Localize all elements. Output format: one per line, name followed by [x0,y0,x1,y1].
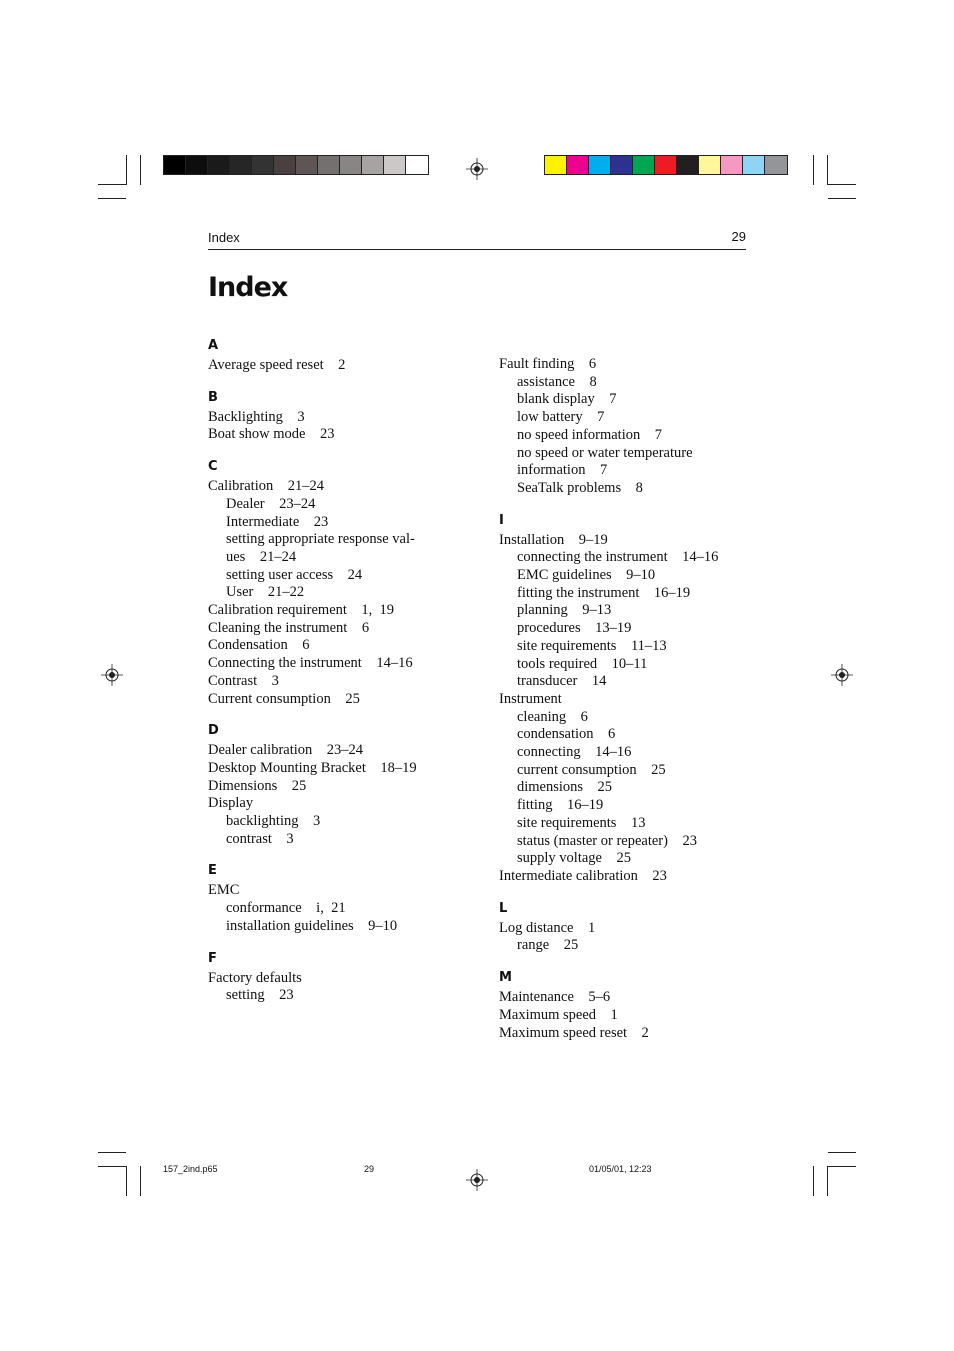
header-rule [208,249,746,250]
index-entry: Maximum speed reset 2 [499,1024,649,1041]
index-entry: Average speed reset 2 [208,357,346,373]
index-subentry: procedures 13–19 [517,620,632,637]
index-subentry: installation guidelines 9–10 [226,917,398,934]
grayscale-calibration-bar [163,155,429,175]
color-swatch [252,156,274,174]
registration-mark-icon [101,664,123,686]
index-subentry: site requirements 13 [517,814,646,831]
index-subentry: status (master or repeater) 23 [517,832,697,849]
index-entry: EMC [208,882,240,899]
color-swatch [743,156,765,174]
index-entry: Current consumption 25 [208,690,360,707]
index-subentry: range 25 [517,937,579,954]
index-entry: Dimensions 25 [208,777,307,794]
index-entry: Log distance 1 [499,919,596,936]
index-subentry: condensation 6 [517,726,616,743]
color-swatch [362,156,384,174]
color-swatch [164,156,186,174]
index-subentry: low battery 7 [517,409,605,426]
index-subentry: blank display 7 [517,391,617,408]
color-swatch [655,156,677,174]
index-subentry: planning 9–13 [517,602,612,619]
index-subentry: setting 23 [226,987,294,1004]
color-swatch [406,156,428,174]
section-gap [499,955,759,967]
footer-filename: 157_2ind.p65 [163,1164,218,1174]
index-letter-heading: L [499,900,508,916]
color-calibration-bar [544,155,788,175]
color-swatch [230,156,252,174]
color-swatch [721,156,743,174]
color-swatch [208,156,230,174]
index-subentry: backlighting 3 [226,813,321,830]
index-subentry: setting user access 24 [226,566,363,583]
index-entry: Boat show mode 23 [208,426,335,443]
index-entry: Desktop Mounting Bracket 18–19 [208,759,417,776]
index-entry: Maintenance 5–6 [499,989,611,1006]
footer-page: 29 [364,1164,375,1174]
index-subentry: Intermediate 23 [226,513,329,530]
index-entry: Display [208,795,254,812]
index-subentry: information 7 [517,462,608,479]
color-swatch [274,156,296,174]
color-swatch [765,156,787,174]
index-entry: Maximum speed 1 [499,1006,618,1023]
index-entry: Cleaning the instrument 6 [208,619,370,636]
section-gap [208,444,468,456]
index-letter-heading: F [208,950,217,966]
section-gap [208,936,468,948]
index-entry: Calibration 21–24 [208,478,324,495]
index-entry: Backlighting 3 [208,408,305,425]
color-swatch [186,156,208,174]
color-swatch [699,156,721,174]
color-swatch [296,156,318,174]
index-letter-heading: I [499,512,504,528]
running-header-page-number: 29 [731,229,746,244]
index-entry: Condensation 6 [208,637,310,654]
color-swatch [677,156,699,174]
page-title: Index [208,272,288,303]
index-subentry: tools required 10–11 [517,655,648,672]
index-letter-heading: B [208,389,218,405]
index-entry: Connecting the instrument 14–16 [208,655,413,672]
index-entry: Fault finding 6 [499,356,597,372]
color-swatch [589,156,611,174]
color-swatch [545,156,567,174]
color-swatch [611,156,633,174]
registration-mark-icon [466,1169,488,1191]
index-entry: Installation 9–19 [499,531,608,548]
color-swatch [567,156,589,174]
section-gap [499,886,759,898]
index-entry: Contrast 3 [208,672,279,689]
index-subentry: cleaning 6 [517,708,588,725]
section-gap [208,375,468,387]
index-subentry: no speed information 7 [517,426,662,443]
index-letter-heading: M [499,970,512,986]
index-subentry: connecting 14–16 [517,744,632,761]
index-subentry: supply voltage 25 [517,850,631,867]
index-entry: Instrument [499,690,562,707]
color-swatch [340,156,362,174]
registration-mark-icon [466,158,488,180]
section-gap [208,848,468,860]
index-entry: Calibration requirement 1, 19 [208,602,395,619]
color-swatch [318,156,340,174]
index-column-right [499,356,759,1042]
index-subentry: current consumption 25 [517,761,666,778]
index-entry: Dealer calibration 23–24 [208,742,364,759]
index-subentry: contrast 3 [226,830,294,847]
index-subentry: ues 21–24 [226,548,297,565]
index-subentry: setting appropriate response val- [226,531,415,548]
color-swatch [384,156,406,174]
index-letter-heading: C [208,459,218,475]
index-letter-heading: D [208,723,219,739]
section-gap [499,498,759,510]
index-subentry: Dealer 23–24 [226,495,316,512]
index-subentry: site requirements 11–13 [517,637,667,654]
index-subentry: no speed or water temperature [517,444,693,461]
index-subentry: User 21–22 [226,584,305,601]
color-swatch [633,156,655,174]
running-header-section: Index [208,230,240,245]
index-subentry: fitting the instrument 16–19 [517,584,691,601]
index-subentry: conformance i, 21 [226,900,346,917]
index-subentry: dimensions 25 [517,779,613,796]
index-entry: Factory defaults [208,969,302,986]
section-gap [208,708,468,720]
index-subentry: assistance 8 [517,373,597,390]
footer-timestamp: 01/05/01, 12:23 [589,1164,652,1174]
index-letter-heading: E [208,863,217,879]
registration-mark-icon [831,664,853,686]
index-subentry: transducer 14 [517,673,607,690]
index-letter-heading: A [208,338,219,353]
index-subentry: fitting 16–19 [517,797,604,814]
index-subentry: EMC guidelines 9–10 [517,567,656,584]
index-subentry: connecting the instrument 14–16 [517,549,719,566]
index-subentry: SeaTalk problems 8 [517,479,643,496]
index-column-left [208,335,468,1005]
index-entry: Intermediate calibration 23 [499,867,667,884]
